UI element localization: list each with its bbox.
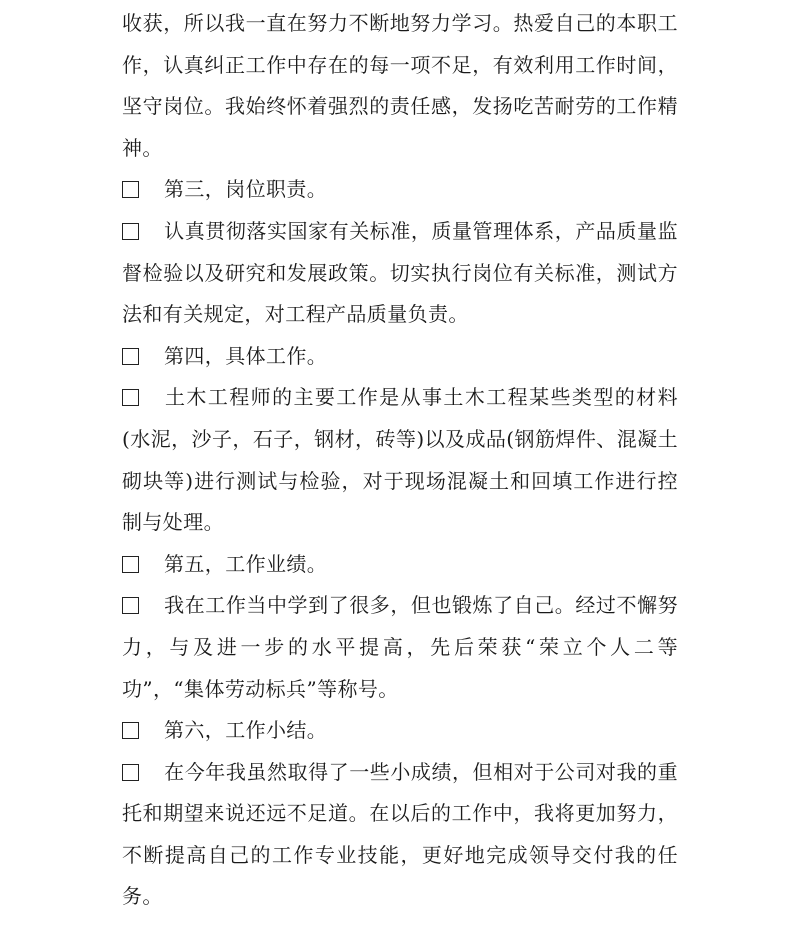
paragraph-text: 第四，具体工作。 (164, 343, 328, 368)
checkbox-icon (122, 722, 139, 739)
paragraph-achievements (122, 585, 678, 710)
paragraph-work (122, 377, 678, 543)
paragraph-text: 第三，岗位职责。 (164, 177, 328, 202)
document-page (122, 0, 678, 942)
paragraph-text: 第六，工作小结。 (164, 718, 328, 743)
paragraph-text: 在今年我虽然取得了一些小成绩，但相对于公司对我的重托和期望来说还远不足道。在以后的工作中，我将更加努力，不断提高自己的工作专业技能，更好地完成领导交付我的任务。 (122, 759, 678, 909)
paragraph-heading-duties (122, 169, 678, 211)
checkbox-icon (122, 181, 139, 198)
paragraph-heading-achievements (122, 544, 678, 586)
paragraph-text: 我在工作当中学到了很多，但也锻炼了自己。经过不懈努力，与及进一步的水平提高，先后荣获“荣立个人二等功”，“集体劳动标兵”等称号。 (122, 593, 678, 701)
paragraph-text: 第五，工作业绩。 (164, 551, 328, 576)
paragraph-text: 收获，所以我一直在努力不断地努力学习。热爱自己的本职工作，认真纠正工作中存在的每一项不足，有效利用工作时间，坚守岗位。我始终怀着强烈的责任感，发扬吃苦耐劳的工作精神。 (122, 11, 678, 160)
paragraph-heading-summary (122, 710, 678, 752)
checkbox-icon (122, 348, 139, 365)
paragraph-text: 土木工程师的主要工作是从事土木工程某些类型的材料(水泥，沙子，石子，钢材，砖等)以及成品(钢筋焊件、混凝土砌块等)进行测试与检验，对于现场混凝土和回填工作进行控制与处理。 (122, 385, 678, 535)
checkbox-icon (122, 597, 139, 614)
paragraph-intro (122, 3, 678, 169)
checkbox-icon (122, 556, 139, 573)
paragraph-text: 认真贯彻落实国家有关标准，质量管理体系，产品质量监督检验以及研究和发展政策。切实执行岗位有关标准，测试方法和有关规定，对工程产品质量负责。 (122, 218, 678, 327)
paragraph-summary (122, 752, 678, 918)
paragraph-heading-work (122, 336, 678, 378)
checkbox-icon (122, 764, 139, 781)
checkbox-icon (122, 223, 139, 240)
paragraph-duties (122, 211, 678, 336)
checkbox-icon (122, 389, 139, 406)
